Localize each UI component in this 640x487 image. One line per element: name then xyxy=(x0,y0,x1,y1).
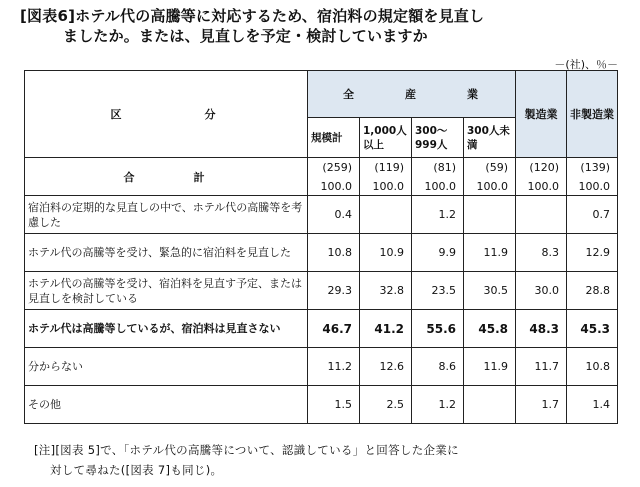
value-cell: 48.3 xyxy=(516,310,567,348)
table-row xyxy=(25,348,618,386)
value-cell: 11.9 xyxy=(464,234,516,272)
total-percent-cell: 100.0 xyxy=(412,177,464,196)
value-cell: 0.7 xyxy=(567,196,618,234)
table-row xyxy=(25,234,618,272)
table-row xyxy=(25,386,618,424)
value-cell: 1.7 xyxy=(516,386,567,424)
row-label: 宿泊料の定期的な見直しの中で、ホテル代の高騰等を考慮した xyxy=(25,196,308,234)
value-cell: 12.9 xyxy=(567,234,618,272)
value-cell: 1.2 xyxy=(412,386,464,424)
value-cell: 29.3 xyxy=(308,272,360,310)
value-cell: 32.8 xyxy=(360,272,412,310)
total-percent-cell: 100.0 xyxy=(516,177,567,196)
manufacturing-header: 製造業 xyxy=(516,71,567,158)
value-cell: 46.7 xyxy=(308,310,360,348)
value-cell: 28.8 xyxy=(567,272,618,310)
value-cell: 10.8 xyxy=(308,234,360,272)
row-label: 分からない xyxy=(25,348,308,386)
row-label: その他 xyxy=(25,386,308,424)
total-percent-cell: 100.0 xyxy=(308,177,360,196)
value-cell: 30.0 xyxy=(516,272,567,310)
value-cell: 0.4 xyxy=(308,196,360,234)
value-cell: 23.5 xyxy=(412,272,464,310)
row-label: ホテル代の高騰等を受け、緊急的に宿泊料を見直した xyxy=(25,234,308,272)
value-cell: 8.3 xyxy=(516,234,567,272)
value-cell: 41.2 xyxy=(360,310,412,348)
value-cell xyxy=(516,196,567,234)
value-cell: 11.2 xyxy=(308,348,360,386)
footnote-line-2: 対して尋ねた([図表 7]も同じ)。 xyxy=(50,463,223,477)
value-cell: 30.5 xyxy=(464,272,516,310)
value-cell: 11.7 xyxy=(516,348,567,386)
total-percent-cell: 100.0 xyxy=(360,177,412,196)
table-row xyxy=(25,310,618,348)
column-header-1000-plus: 1,000人以上 xyxy=(360,118,412,158)
value-cell: 55.6 xyxy=(412,310,464,348)
value-cell xyxy=(464,386,516,424)
value-cell: 12.6 xyxy=(360,348,412,386)
footnote-line-1: [注][図表 5]で、「ホテル代の高騰等について、認識している」と回答した企業に xyxy=(34,443,459,457)
value-cell: 10.8 xyxy=(567,348,618,386)
value-cell: 8.6 xyxy=(412,348,464,386)
value-cell: 2.5 xyxy=(360,386,412,424)
value-cell: 45.8 xyxy=(464,310,516,348)
value-cell: 1.2 xyxy=(412,196,464,234)
total-count-cell: (81) xyxy=(412,158,464,178)
table-row xyxy=(25,272,618,310)
value-cell: 9.9 xyxy=(412,234,464,272)
footnote xyxy=(34,440,459,480)
column-header-under-300: 300人未満 xyxy=(464,118,516,158)
title-line-2: ましたか。または、見直しを予定・検討していますか xyxy=(63,27,428,45)
total-count-cell: (259) xyxy=(308,158,360,178)
table-title xyxy=(20,6,620,46)
column-header-300-999: 300～999人 xyxy=(412,118,464,158)
all-industry-header: 全 産 業 xyxy=(308,71,516,118)
total-percent-cell: 100.0 xyxy=(464,177,516,196)
total-count-cell: (59) xyxy=(464,158,516,178)
table-row xyxy=(25,196,618,234)
value-cell: 11.9 xyxy=(464,348,516,386)
total-count-cell: (120) xyxy=(516,158,567,178)
value-cell: 45.3 xyxy=(567,310,618,348)
non-manufacturing-header: 非製造業 xyxy=(567,71,618,158)
title-line-1: [図表6]ホテル代の高騰等に対応するため、宿泊料の規定額を見直し xyxy=(20,7,485,25)
value-cell: 1.4 xyxy=(567,386,618,424)
unit-label: －(社)、％－ xyxy=(554,58,618,71)
row-label: ホテル代の高騰等を受け、宿泊料を見直す予定、または見直しを検討している xyxy=(25,272,308,310)
row-label: ホテル代は高騰等しているが、宿泊料は見直さない xyxy=(25,310,308,348)
column-header-total-scale: 規模計 xyxy=(308,118,360,158)
response-rows xyxy=(25,196,618,424)
value-cell: 1.5 xyxy=(308,386,360,424)
kubun-header: 区 分 xyxy=(25,71,308,158)
total-label: 合 計 xyxy=(25,158,308,196)
total-count-cell: (119) xyxy=(360,158,412,178)
total-count-row xyxy=(25,158,618,178)
survey-table xyxy=(24,70,618,424)
total-count-cell: (139) xyxy=(567,158,618,178)
total-percent-cell: 100.0 xyxy=(567,177,618,196)
value-cell: 10.9 xyxy=(360,234,412,272)
value-cell xyxy=(464,196,516,234)
value-cell xyxy=(360,196,412,234)
